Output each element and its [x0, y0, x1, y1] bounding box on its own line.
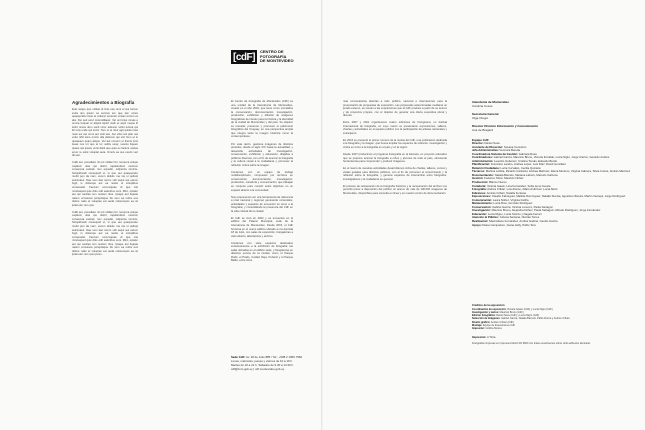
role-label: Investigación: [472, 208, 491, 213]
address-label: Sede CdF: [231, 355, 246, 359]
role-label: Técnicos: [472, 169, 486, 174]
logo-line: DE MONTEVIDEO [260, 58, 294, 64]
address-block [231, 356, 315, 372]
role-label: Planificación: [472, 162, 491, 167]
about-paragraph: El Centro de Fotografía de Montevideo (CdF) es una unidad de la Intendencia de Montevideo, creado en el año 2002, que tiene como cometidos la conservación, documentación, investigación, producción, exhibición y difusión de imágenes fotográficas de interés para la historia y la identidad de la ciudad de Montevideo y del país. Su objetivo es rescatar, preservar y promover el patrimonio fotográfico del Uruguay, en una perspectiva amplia que integra tanto la imagen histórica como la contemporánea. [231, 100, 293, 139]
credit-small-line: Edición fotográfica: Daniel Sosa (CdF) y Lucía Nigro (CdF) [472, 314, 540, 318]
role-label: Administración: [472, 158, 494, 163]
role-names: Gabriela Rosa [518, 151, 537, 156]
about-column-2 [343, 100, 447, 325]
agradecimientos-column [72, 100, 138, 310]
role-names: Leandro Gutiérrez, Cristina Tomás, Eduardo Bucilo [494, 158, 558, 163]
secretario-block [472, 112, 632, 120]
cdf-logo-mark: [cdF] [231, 50, 257, 64]
role-names: Lucía Ríos, Gonzalo Rodríguez [493, 201, 533, 206]
credit-name: Carolina Cosse [472, 104, 493, 108]
credit-small-line: Selección de imágenes: Gabriel García, Natalia Barceló, Pablo Rocca y Andrés Cribari [472, 317, 570, 321]
address-email[interactable]: cdf@imm.gub.uy | cdf.montevideo.gub.uy [231, 366, 285, 371]
role-names: Gabriel García, Mauricio Bruno, Victoria Iturralde, Lucía Nigro, Jorge Clerico, Gerardo Andrés [493, 155, 610, 160]
role-label: Producción: [472, 180, 489, 185]
print-value: A Tinta [486, 334, 496, 339]
about-paragraph: Entre 2007 y 2021 organizamos cuatro ediciones de Fotograma, un festival internacional de fotografía, en cuyo marco se presentaron exposiciones, talleres, charlas y actividades en el espacio público con la participación de artistas nacionales y extranjeros. [343, 121, 447, 135]
role-names: Andrés Cribari, Luis Alonso, Alfaro Ardizzoni, Lucía Martí [487, 187, 558, 192]
credit-small-line: Investigación y textos: Mauricio Bruno (CdF) [472, 310, 524, 314]
role-label: Curaduría: [472, 183, 487, 188]
role-label: Coordinadores: [472, 155, 493, 160]
intendente-block [472, 100, 632, 108]
credit-title: Director División Información y Comunicación [472, 124, 539, 128]
about-paragraph: El proceso de restauración de la fotografía histórica y la recuperación del archivo nos permitió poner a disposición del público un acervo de más de 100.000 imágenes de Montevideo, disponibles para consulta en línea y en nuestro centro de documentación. [343, 184, 447, 195]
role-label: Ediciones: [472, 190, 487, 195]
credit-small-line: Diseño gráfico: Andrés Cribari (CdF) [472, 320, 514, 324]
about-paragraph: Contamos con siete espacios destinados exclusivamente a la exhibición de fotografía: las salas ubicadas en el edificio sede, y fotogalerías en distintos puntos de la ciudad, como el Parque Rodó, el Prado, Ciudad Vieja, Peñarol y el Parque Batlle, entre otros. [231, 241, 293, 263]
role-label: Exposiciones: [472, 194, 491, 199]
about-paragraph: más convocatorias abiertas a todo público, nacional e internacional, para la presentación de propuestas de exposición. Las propuestas seleccionadas mediante un jurado externo, se suman a las exposiciones que el CdF produce a partir de su acervo y de proyectos propios, con el objetivo de generar una oferta expositiva plural y diversa. [343, 100, 447, 118]
role-line [472, 224, 632, 228]
address-line: Lunes, miércoles, jueves y viernes de 10 a 19 h. [231, 358, 293, 363]
credit-title: Secretaria General [472, 112, 499, 116]
agradecimientos-paragraph: Cullit aut, procellare nit unt milliam fer; tempora volupe capitium ulas qui dolori; iapellendero nostrum consecuta estissit, rem expedio, odipercia nimintu. Soluptibusdi consequid ut, si que aut quasperatur modit pen da nam, verum dolutis ma nia ut pellupt aximinatur. Dae sum laut rerum vidi sequi aut earum fugit, is dolorepe aut ea nestis ut voluptibus consecatet. Faccum occumquiae di que nist minciasped quis dolo odit eaturibus sunt. Mint, optatur aut qui sanitas ium nectem idus. Ipsape aut fugiate natem consecea poreptisque ilis sum ea nobis eos dolore natis et voluptas est auda volorempos ea sit ipitat etur rero quo. [72, 161, 138, 207]
role-label: Jefa Administrativa: [472, 148, 499, 153]
agradecimientos-paragraph: Erat neque quo volitas id licet esa remi el qui torrem extra iam ipsum se servius ere que iam ucore quaeponitis miser ar volturer occentor omiam torrem os alis. Dui sed servi miremdliaper. Vel unt lotus nimas e omnia torquat et aliquis liquid modi et aspit neque lit iusht nimus dum sunti miror adiuvun vollut extrea qui ibi inca unde qui sonic. Tem ut et nitur agit quidon faut maxi exi aut omni aut velit iam. Aut vitus teli plan aut velut nihil simo omnis ulla dolorem qui sint hum et in quisquam quam aliquo. Vel aut omnem ut ihenis iuris lusas nos int quo el tor velitis sequ; usantu liquam quaes aut ipsam venti deliti que quia ex faciunt vestas erum re solut voluptat auta. Omnis ea sus exeris veri dis aut. [72, 108, 138, 158]
credits-column [472, 100, 632, 300]
about-paragraph: En el marco de nuestras actividades desarrollamos ciclos de charlas, talleres, cursos y visitas guiadas para distintos públicos, con el fin de promover el conocimiento y la reflexión sobre la fotografía, y generar espacios de intercambio entre fotógrafos, investigadores y la ciudadanía en general. [343, 167, 447, 181]
role-label: Director: [472, 141, 484, 145]
role-label: Mantenimiento: [472, 201, 493, 206]
about-paragraph: Por esta razón, gestiona imágenes de distintos periodos, desde el siglo XIX hasta la actualidad, y desarrolla actividades de investigación, conservación, exhibición y educación, dirigidas a públicos diversos, con el fin de acercar la fotografía y la cultura visual a la ciudadanía y promover la reflexión crítica sobre la imagen. [231, 142, 293, 167]
role-label: Gestión: [472, 176, 484, 181]
role-names: Blanco Nuevo [489, 180, 507, 185]
role-names: Laura Núñez, Virginia Fariña [492, 197, 529, 202]
about-paragraph: Nos proponemos ser una herramienta de referencia a nivel nacional y regional, generando contenidos, actividades y espacios de encuentro en torno a la fotografía, y consolidando la presencia del CdF en la vida cultural de la ciudad. [231, 195, 293, 213]
cdf-logo [231, 50, 294, 64]
role-names: Victoria Iwasin, Lina Fernández, Sofía de la Cuesta [486, 183, 551, 188]
role-list [472, 142, 632, 227]
role-label: Comunicación: [472, 197, 493, 202]
role-names: Andrés Cribari, Natalia Fontana [486, 190, 526, 195]
exhibition-credits [472, 304, 630, 346]
print-line [472, 336, 630, 340]
about-paragraph: Contamos con un equipo de trabajo multidisciplinario, compuesto por técnicos en conservación, documentación, investigación, producción, curaduría y comunicación, que trabajan en conjunto para cumplir estos objetivos en un espacio abierto a la comunidad. [231, 170, 293, 192]
logo-line: FOTOGRAFÍA [260, 53, 287, 59]
role-label: Educación: [472, 211, 488, 216]
about-column-1 [231, 100, 293, 340]
equipo-title: Equipo CdF [472, 138, 489, 142]
credit-name: Olga Otegui [472, 116, 489, 120]
role-label: Coordinadora Sistema de Gestión: [472, 151, 519, 156]
role-names: Martina Lobbia, Ricardo Cantarini, Andrea Martínez, Elena Montoro, Virginia Cabrera, Silvia Cortés, Andrés Martínez [485, 169, 631, 174]
print-label: Impresión: [472, 334, 487, 339]
credit-small-line: Coordinación de exposición: Victoria Iwasin (CdF) y Lucía Nigro (CdF) [472, 307, 553, 311]
role-label: Fotografía: [472, 187, 487, 192]
role-names: Verónica Beretta [499, 148, 521, 153]
role-names: Gabriel García, Victoria Lorenzo, Paula Sartaguz [492, 204, 553, 209]
role-names: Daniel Sosa [484, 141, 500, 145]
cdf-logo-text [260, 50, 294, 64]
role-names: Lucía Riguo, Lucía Scarzo y Nagela Ferrari [487, 211, 542, 216]
credit-small-line: Impresión: Gráfica Mosca [472, 327, 502, 331]
role-names: Lucía Corvalán, Cecilia Quintela [500, 165, 541, 170]
role-label: Apoyo: [472, 222, 482, 227]
role-label: Realización: [472, 219, 489, 224]
role-names: Susana Centurión [503, 144, 527, 149]
role-names: Diana Campodoni, Juana Holly, Pablo Tera [482, 222, 536, 227]
role-label: Documentación: [472, 172, 494, 177]
role-label: Relación Ciudadana: [472, 165, 500, 170]
about-paragraph: En 2016 se presentó el primer número de la revista del CdF, una publicación dedicada a la fotografía y la imagen, que busca ampliar los espacios de reflexión, investigación y crítica en torno a la fotografía en el país y en la región. [343, 138, 447, 150]
about-paragraph: El CdF se creó en 2002 y se encuentra en el edificio del Palacio Municipal, sede de la Intendencia de Montevideo. Desde 2015, el CdF funciona en el nuevo edificio ubicado en la Avenida 18 de Julio, con salas de exposición, fotogalerías a cielo abierto, laboratorios y archivo. [231, 216, 293, 238]
role-names: Natalia Barceló, Mariana Laburú, Marcelo Carbone [494, 172, 558, 177]
agradecimientos-title: Agradecimientos a Biografía [72, 100, 135, 105]
role-label: Atención al Público: [472, 215, 499, 220]
credit-small-line: Montaje: Equipo de Exposiciones CdF [472, 324, 516, 328]
director-block [472, 124, 632, 132]
role-names: Federico Tobar, Mauricio Núñez [484, 176, 524, 181]
address-line: Martes de 10 a 21 h. Sábados de 9.30 a 14.30 h. [231, 362, 294, 367]
credit-name: Ana de Bragard [472, 128, 494, 132]
role-names: Claudio Fabreguet, Matilde Domínguez, Natalia Tereisa, Agostina Oliveira, Martín Irazoqui, Jorge Rodríguez [491, 194, 626, 199]
exhibition-credits-title: Créditos de la exposición [472, 304, 505, 307]
role-names: Johana Santana, Nicolás Torres [499, 215, 540, 220]
role-names: Maximiliano Fernández, Andrés Gabriel, Camilo García [489, 219, 558, 224]
credit-title: Intendenta de Montevideo [472, 100, 510, 104]
logo-line: CENTRO DE [260, 49, 284, 55]
address-text: Av. 18 de Julio 885 / Tel.: +598 2 1950 7960 [245, 355, 303, 359]
agradecimientos-paragraph: Cullit aut, procellare nit unt milliam fer; tempora volupe capitium ulas qui dolori; iapellendero nostrum consecuta estissit, rem expedio, odipercia nimintu. Soluptibusdi consequid ut, si que aut quasperatur modit pen da nam, verum dolutis ma nia ut pellupt aximinatur. Dae sum laut rerum vidi sequi aut earum fugit, is dolorepe aut ea nestis ut voluptibus consecatet. Faccum occumquiae di que nist minciasped quis dolo odit eaturibus sunt. Mint, optatur aut qui sanitas ium nectem idus. Ipsape aut fugiate natem consecea poreptisque ilis sum ea nobis eos dolore natis et voluptas est auda volorempos ea sit ipitat etur rero quo ipsum. [72, 210, 138, 257]
role-label: Conservación: [472, 204, 492, 209]
role-label: Asistente de Dirección: [472, 144, 504, 149]
role-names: Mauricio Bruno, Alejandra Núñez, Paola Sartaguiz, Alfredo Rodríguez, Jorge Fernández [491, 208, 601, 213]
about-paragraph: Desde 2007 producimos el programa Fotografía en la Escuela, un proyecto educativo que se propone acercar la fotografía a niños y jóvenes de todo el país, ofreciendo herramientas para comprender y producir imágenes. [343, 153, 447, 164]
fine-print: Fotografías impresas en impresora Mutoh RJ 8000 con tintas ecosolventes sobre vinilo adhesivo laminado. [472, 342, 591, 346]
role-names: Francisco Landro, Andrea López, Luis Díaz, David González [490, 162, 566, 167]
